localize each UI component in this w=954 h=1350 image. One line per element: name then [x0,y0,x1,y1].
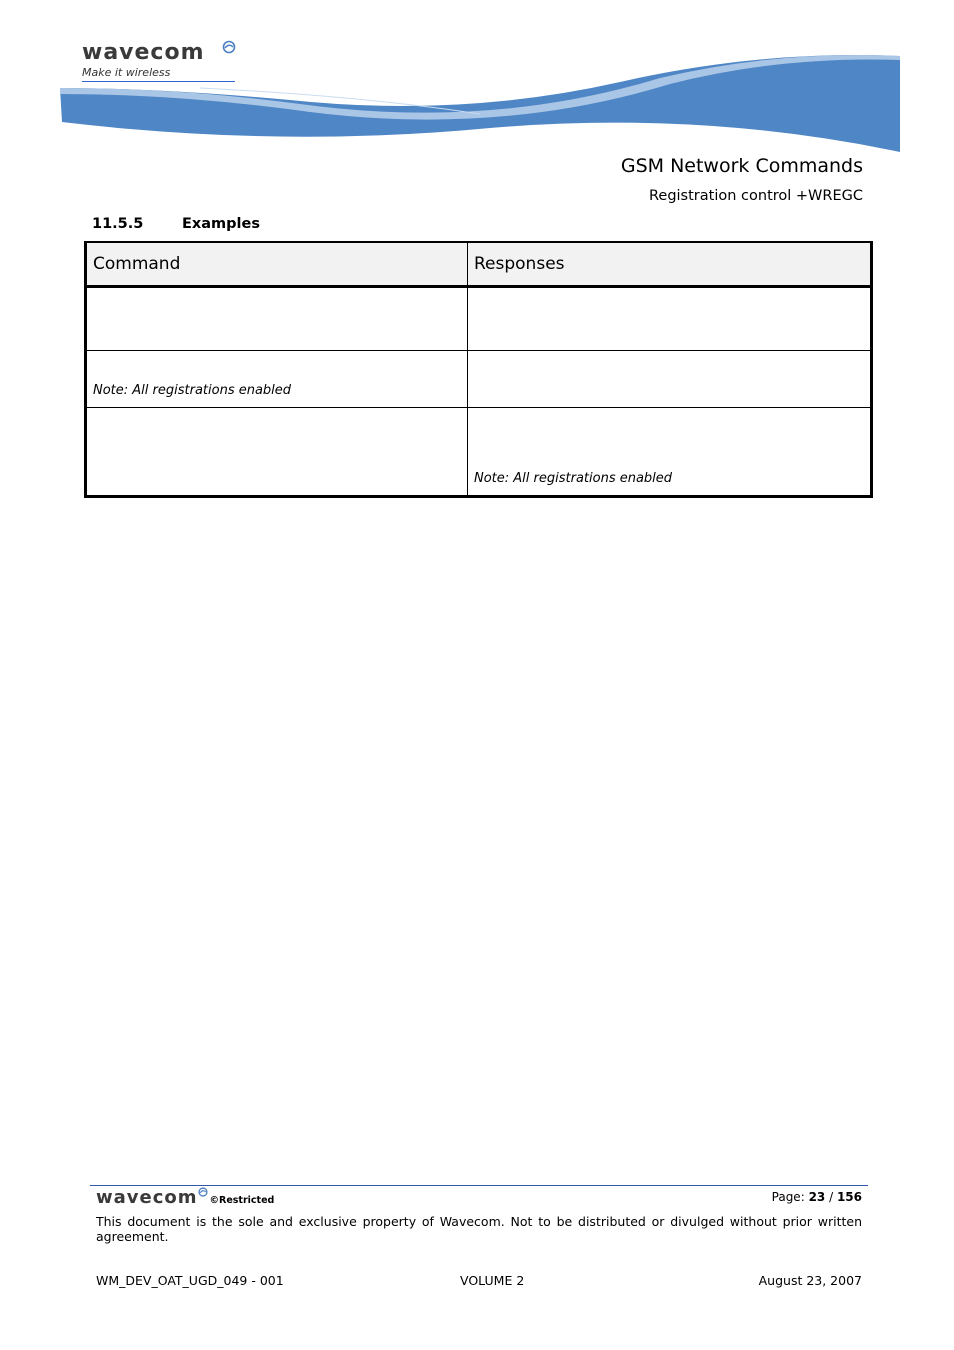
command-note [93,341,461,350]
response-note [474,398,864,407]
response-cell [468,287,872,351]
table-header-row [86,242,872,287]
examples-table [84,241,873,498]
response-cell [468,408,872,497]
volume-label: VOLUME 2 [460,1273,525,1288]
table-row [86,351,872,408]
logo-wordmark: wavecom [82,40,205,65]
section-title: GSM Network Commands [620,155,863,177]
page-label: Page: [771,1190,805,1204]
page-current: 23 [808,1190,826,1204]
restricted-label: ©Restricted [209,1195,275,1206]
document-date: August 23, 2007 [758,1273,862,1288]
response-note: Note: All registrations enabled [474,471,673,486]
section-subtitle: Registration control +WREGC [648,188,863,204]
document-id: WM_DEV_OAT_UGD_049 - 001 [96,1273,284,1288]
page-total: 156 [836,1190,862,1204]
header-swoosh [60,52,900,154]
footer-logo-swirl-icon [198,1187,208,1197]
command-cell [86,287,468,351]
footer-rule [90,1185,868,1186]
column-header-command: Command [86,242,468,287]
response-note [474,341,864,350]
logo-tagline: Make it wireless [82,66,171,79]
command-cell [86,351,468,408]
section-heading [92,216,260,232]
response-cell [468,351,872,408]
table-row [86,287,872,351]
column-header-responses: Responses [468,242,872,287]
property-notice: This document is the sole and exclusive property of Wavecom. Not to be distributed or divulged without prior written agreement. [96,1214,862,1244]
page-number [772,1190,862,1204]
command-note: Note: All registrations enabled [93,383,292,398]
command-cell [86,408,468,497]
heading-title: Examples [182,216,260,232]
footer-logo [96,1187,274,1209]
command-note [93,486,461,495]
heading-number: 11.5.5 [92,216,144,232]
table-row [86,408,872,497]
page-separator: / [825,1190,837,1204]
footer-logo-wordmark: wavecom [96,1187,198,1208]
